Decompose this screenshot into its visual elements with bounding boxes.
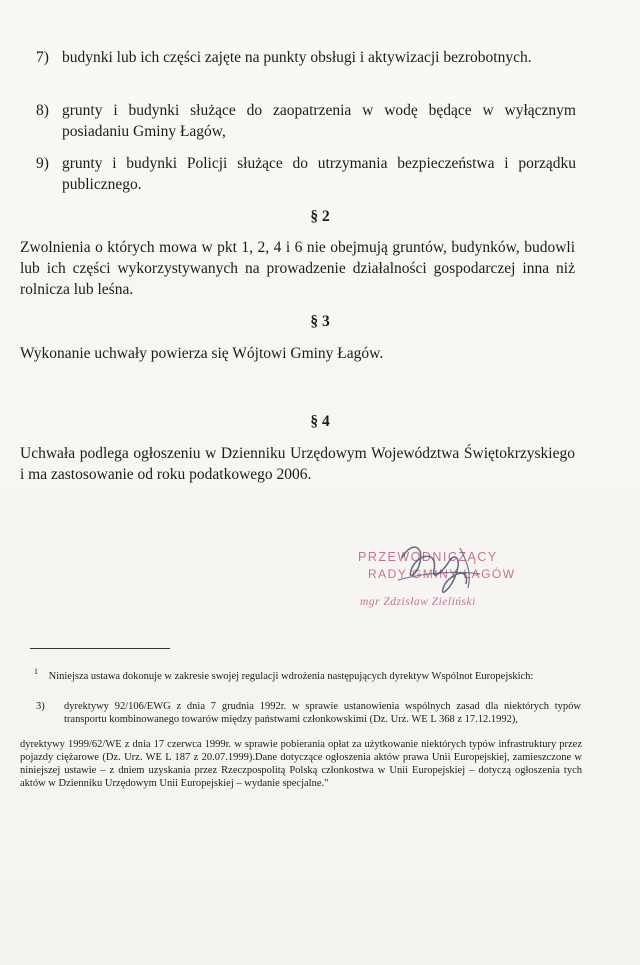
footnote-item-3 bbox=[36, 700, 581, 726]
signature-icon bbox=[340, 540, 540, 620]
footnote-intro-text: Niniejsza ustawa dokonuje w zakresie swojej regulacji wdrożenia następujących dyrektyw Wspólnot Europejskich: bbox=[48, 670, 534, 682]
list-item-8 bbox=[36, 100, 576, 142]
footnote-item-number: 3) bbox=[36, 701, 45, 712]
stamp-council: RADY GMINY ŁAGÓW bbox=[368, 567, 516, 581]
section-2-heading: § 2 bbox=[310, 208, 330, 225]
official-stamp bbox=[340, 540, 540, 620]
list-item-number: 7) bbox=[36, 49, 49, 66]
list-item-7 bbox=[36, 47, 576, 68]
footnote-separator bbox=[30, 648, 170, 649]
section-4-text: Uchwała podlega ogłoszeniu w Dzienniku Urzędowym Województwa Świętokrzyskiego i ma zastosowanie od roku podatkowego 2006. bbox=[20, 445, 575, 483]
footnote-item-text: dyrektywy 92/106/EWG z dnia 7 grudnia 1992r. w sprawie ustanowienia wspólnych zasad dla niektórych typów transportu kombinowanego towarów między państwami członkowskimi (Dz. Urz. WE L 368 z 17.12.1992), bbox=[64, 701, 581, 725]
list-item-text: budynki lub ich części zajęte na punkty obsługi i aktywizacji bezrobotnych. bbox=[62, 49, 532, 66]
section-4-heading: § 4 bbox=[310, 413, 330, 430]
footnote-item-continuation: dyrektywy 1999/62/WE z dnia 17 czerwca 1999r. w sprawie pobierania opłat za użytkowanie niektórych typów infrastruktury przez pojazdy ciężarowe (Dz. Urz. WE L 187 z 20.07.1999).Dane dotyczące ogłoszenia aktów prawa Unii Europejskiej, zamieszczone w niniejszej ustawie – z dniem uzyskania przez Rzeczpospolitą Polską członkostwa w Unii Europejskiej – dotyczą ogłoszenia tych aktów w Dzienniku Urzędowym Unii Europejskiej – wydanie specjalne." bbox=[20, 739, 582, 789]
section-2-text: Zwolnienia o których mowa w pkt 1, 2, 4 i 6 nie obejmują gruntów, budynków, budowli lub ich części wykorzystywanych na prowadzenie działalności gospodarczej inna niż rolnicza lub leśna. bbox=[20, 239, 575, 298]
list-item-text: grunty i budynki Policji służące do utrzymania bezpieczeństwa i porządku publicznego. bbox=[62, 155, 576, 193]
footnote-marker: 1 bbox=[34, 667, 38, 676]
list-item-9 bbox=[36, 153, 576, 195]
section-3-text: Wykonanie uchwały powierza się Wójtowi Gminy Łagów. bbox=[20, 345, 384, 362]
section-3-heading: § 3 bbox=[310, 313, 330, 330]
list-item-number: 8) bbox=[36, 102, 49, 119]
list-item-text: grunty i budynki służące do zaopatrzenia w wodę będące w wyłącznym posiadaniu Gminy Łagów, bbox=[62, 102, 576, 140]
stamp-signatory: mgr Zdzisław Zieliński bbox=[360, 596, 476, 608]
stamp-title: PRZEWODNICZĄCY bbox=[358, 550, 498, 564]
footnote-intro bbox=[34, 665, 579, 683]
list-item-number: 9) bbox=[36, 155, 49, 172]
